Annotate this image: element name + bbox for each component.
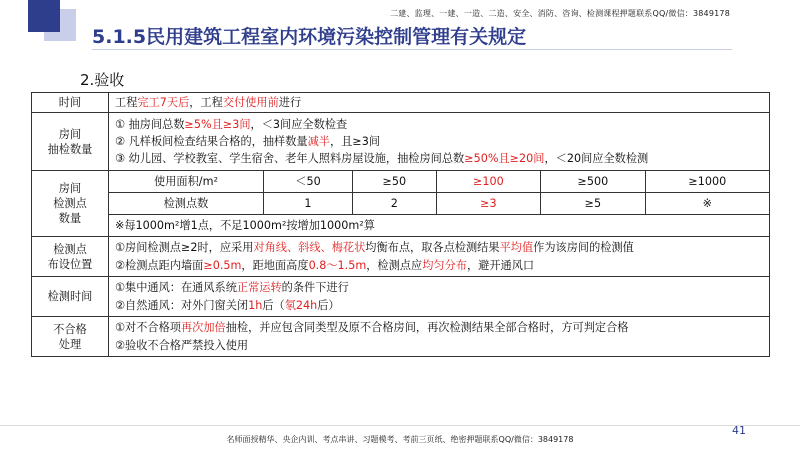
area-cell: ≥100 bbox=[436, 171, 540, 193]
points-subtable bbox=[109, 171, 769, 236]
count-row bbox=[109, 193, 769, 215]
footer-divider bbox=[0, 425, 800, 426]
points-note: ※每1000m²增1点，不足1000m²按增加1000m²算 bbox=[109, 215, 769, 237]
area-head: 使用面积/m² bbox=[109, 171, 264, 193]
layout-line-2: ②检测点距内墙面≥0.5m，距地面高度0.8～1.5m，检测点应均匀分布，避开通风口 bbox=[115, 258, 535, 272]
content-sample-count bbox=[109, 113, 770, 171]
title-underline bbox=[92, 49, 732, 50]
content-nonconform bbox=[109, 317, 770, 357]
page-number: 41 bbox=[732, 424, 746, 437]
content-time: 工程完工7天后，工程交付使用前进行 bbox=[109, 93, 770, 113]
row-time bbox=[32, 93, 770, 113]
area-cell: ≥50 bbox=[352, 171, 436, 193]
count-cell: 1 bbox=[264, 193, 353, 215]
count-cell: ※ bbox=[645, 193, 769, 215]
sample-line-1: ① 抽房间总数≥5%且≥3间，＜3间应全数检查 bbox=[115, 118, 348, 131]
count-cell: ≥5 bbox=[541, 193, 645, 215]
row-layout bbox=[32, 237, 770, 277]
section-subhead: 2.验收 bbox=[80, 71, 125, 89]
label-sample-count: 房间 抽检数量 bbox=[32, 113, 109, 171]
label-nonconform: 不合格 处理 bbox=[32, 317, 109, 357]
regulation-table bbox=[31, 92, 770, 357]
label-time: 时间 bbox=[32, 93, 109, 113]
row-sample-count bbox=[32, 113, 770, 171]
count-cell: ≥3 bbox=[436, 193, 540, 215]
count-head: 检测点数 bbox=[109, 193, 264, 215]
area-cell: ≥1000 bbox=[645, 171, 769, 193]
sample-line-3: ③ 幼儿园、学校教室、学生宿舍、老年人照料房屋设施，抽检房间总数≥50%且≥20间，＜20间应全数检测 bbox=[115, 152, 649, 165]
layout-line-1: ①房间检测点≥2时，应采用对角线、斜线、梅花状均衡布点，取各点检测结果平均值作为该房间的检测值 bbox=[115, 240, 634, 254]
row-points bbox=[32, 171, 770, 237]
nonconform-line-2: ②验收不合格严禁投入使用 bbox=[115, 338, 249, 352]
row-detect-time bbox=[32, 277, 770, 317]
content-layout bbox=[109, 237, 770, 277]
label-points: 房间 检测点 数量 bbox=[32, 171, 109, 237]
area-cell: ＜50 bbox=[264, 171, 353, 193]
detect-line-2: ②自然通风：对外门窗关闭1h后（氡24h后） bbox=[115, 298, 340, 312]
row-nonconform bbox=[32, 317, 770, 357]
note-row bbox=[109, 215, 769, 237]
count-cell: 2 bbox=[352, 193, 436, 215]
page-title: 5.1.5民用建筑工程室内环境污染控制管理有关规定 bbox=[92, 26, 527, 48]
nonconform-line-1: ①对不合格项再次加倍抽检，并应包含同类型及原不合格房间，再次检测结果全部合格时，方可判定合格 bbox=[115, 320, 629, 334]
content-points bbox=[109, 171, 770, 237]
top-contact-note: 二建、监理、一建、一造、二造、安全、消防、咨询、检测课程押题联系QQ/微信：3849178 bbox=[390, 9, 730, 18]
decor-square-dark bbox=[28, 0, 60, 32]
area-cell: ≥500 bbox=[541, 171, 645, 193]
label-layout: 检测点 布设位置 bbox=[32, 237, 109, 277]
area-row bbox=[109, 171, 769, 193]
content-detect-time bbox=[109, 277, 770, 317]
sample-line-2: ② 凡样板间检查结果合格的，抽样数量减半，且≥3间 bbox=[115, 135, 381, 148]
label-detect-time: 检测时间 bbox=[32, 277, 109, 317]
footer-contact-note: 名师面授精华、央企内训、考点串讲、习题模考、考前三页纸、绝密押题联系QQ/微信：3849178 bbox=[226, 435, 574, 444]
detect-line-1: ①集中通风：在通风系统正常运转的条件下进行 bbox=[115, 280, 349, 294]
